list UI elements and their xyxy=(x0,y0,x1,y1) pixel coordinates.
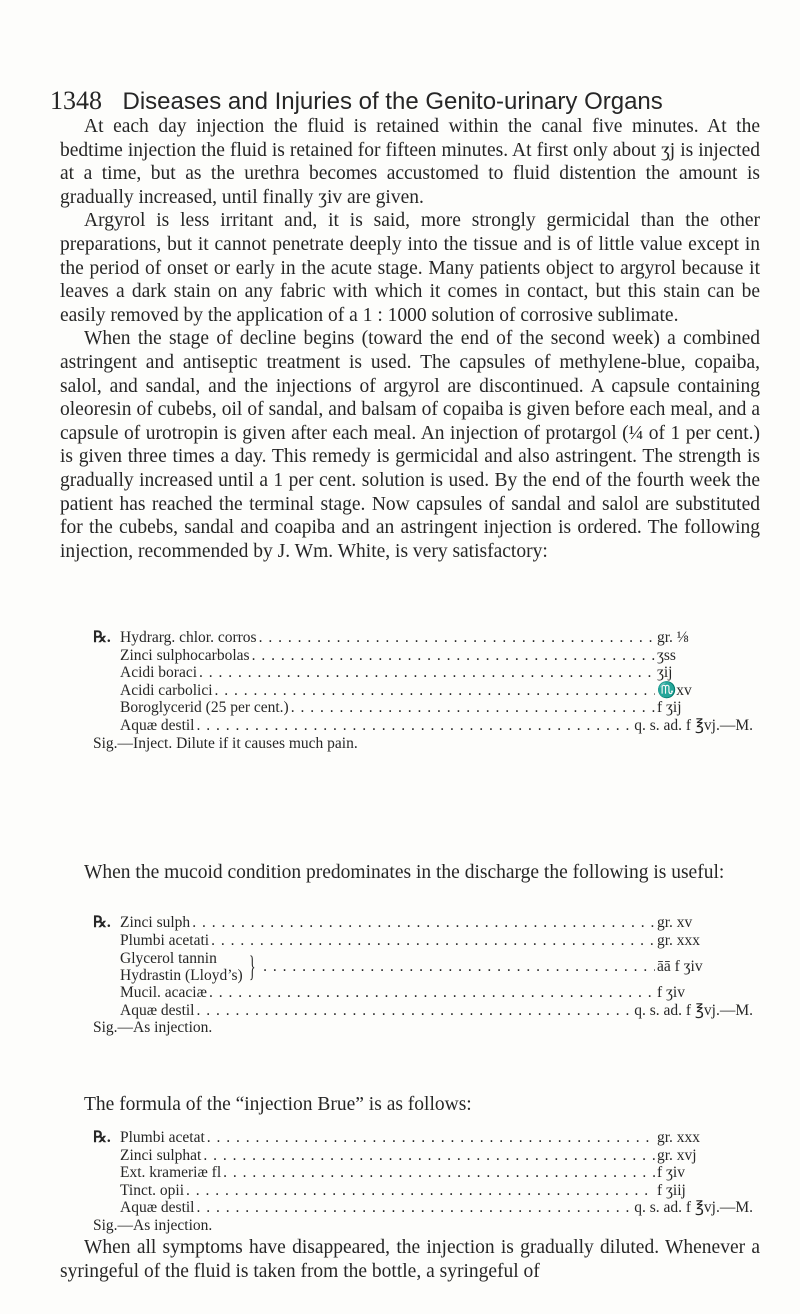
ingredient-name: Mucil. acaciæ xyxy=(120,984,207,1002)
leader-dots xyxy=(186,1182,655,1200)
leader-dots xyxy=(215,682,655,700)
prescription-mucoid-injection xyxy=(93,914,753,1037)
leader-dots xyxy=(197,1199,633,1217)
ingredient-name: Plumbi acetat xyxy=(120,1129,205,1146)
ingredient-quantity: f ʒiv xyxy=(657,1164,685,1182)
ingredient-name: Glycerol tannin xyxy=(120,949,217,967)
recipe-symbol: ℞. xyxy=(93,914,111,931)
ingredient-name: Tinct. opii xyxy=(120,1181,185,1199)
prescription-line xyxy=(93,984,753,1002)
paragraph-injection-timing: At each day injection the fluid is retained within the canal five minutes. At the bedtime injection the fluid is retained for fifteen minutes. At first only about ʒj is injected at a time, but as the urethra becomes accustomed to fluid distention the amount is gradually increased, until finally ʒiv are given. xyxy=(60,116,760,208)
paragraph-injection-brue: The formula of the “injection Brue” is as follows: xyxy=(84,1094,472,1115)
page-number: 1348 xyxy=(50,86,102,115)
ingredient-quantity: f ʒiv xyxy=(657,984,685,1002)
prescription-brue-injection xyxy=(93,1129,753,1235)
paragraph-argyrol: Argyrol is less irritant and, it is said, more strongly germicidal than the other preparations, but it cannot penetrate deeply into the tissue and is of little value except in the period of onset or early in the acute stage. Many patients object to argyrol because it leaves a dark stain on any fabric with which it comes in contact, but this stain can be easily removed by the application of a 1 : 1000 solution of corrosive sublimate. xyxy=(60,210,760,326)
ingredient-quantity: ʒij xyxy=(657,664,673,682)
prescription-line xyxy=(93,1147,753,1165)
leader-dots xyxy=(259,629,655,647)
prescription-line xyxy=(93,647,753,665)
leader-dots xyxy=(197,717,633,735)
ingredient-name: Aquæ destil xyxy=(120,1199,195,1217)
ingredient-quantity: ♏xv xyxy=(657,681,692,699)
prescription-line xyxy=(93,1199,753,1217)
ingredient-quantity: gr. xxx xyxy=(657,931,701,949)
ingredient-quantity: q. s. ad. f ℥vj.—M. xyxy=(634,716,753,734)
ingredient-name: Zinci sulphat xyxy=(120,1146,202,1164)
leader-dots xyxy=(199,664,655,682)
prescription-grouped-lines xyxy=(93,949,753,984)
leader-dots xyxy=(209,984,655,1002)
ingredient-name: Acidi boraci xyxy=(120,664,198,682)
prescription-signature: Sig.—As injection. xyxy=(93,1019,213,1037)
ingredient-name: Boroglycerid (25 per cent.) xyxy=(120,699,289,717)
recipe-symbol: ℞. xyxy=(93,629,111,646)
ingredient-quantity: ʒss xyxy=(657,646,676,664)
prescription-line xyxy=(93,932,753,950)
leader-dots xyxy=(223,1164,655,1182)
prescription-line xyxy=(93,1002,753,1020)
text-block-opening xyxy=(60,115,760,563)
running-title: Diseases and Injuries of the Genito-urinary Organs xyxy=(122,88,663,115)
ingredient-name: Plumbi acetati xyxy=(120,931,210,949)
ingredient-quantity: q. s. ad. f ℥vj.—M. xyxy=(634,1199,753,1217)
running-head xyxy=(50,86,790,117)
prescription-line xyxy=(93,682,753,700)
ingredient-quantity: f ʒiij xyxy=(657,1181,686,1199)
ingredient-name: Acidi carbolici xyxy=(120,681,213,699)
ingredient-name: Aquæ destil xyxy=(120,716,195,734)
prescription-signature: Sig.—Inject. Dilute if it causes much pain. xyxy=(93,734,358,752)
prescription-line xyxy=(93,914,753,932)
leader-dots xyxy=(291,699,655,717)
prescription-line xyxy=(93,1129,753,1147)
brace-mark: } xyxy=(248,949,256,983)
ingredient-name: Aquæ destil xyxy=(120,1001,195,1019)
text-block-closing xyxy=(60,1236,760,1283)
recipe-symbol: ℞. xyxy=(93,1129,111,1146)
prescription-signature: Sig.—As injection. xyxy=(93,1216,213,1234)
paragraph-dilution: When all symptoms have disappeared, the injection is gradually diluted. Whenever a syringeful of the fluid is taken from the bottle, a syringeful of xyxy=(60,1237,760,1282)
leader-dots xyxy=(192,914,655,932)
prescription-line xyxy=(93,717,753,735)
text-block-mucoid xyxy=(60,861,760,885)
grouped-ingredient-names xyxy=(120,950,243,984)
ingredient-name: Hydrarg. chlor. corros xyxy=(120,629,257,646)
ingredient-quantity: gr. xxx xyxy=(657,1129,701,1146)
ingredient-quantity: q. s. ad. f ℥vj.—M. xyxy=(634,1001,753,1019)
prescription-white-injection xyxy=(93,629,753,752)
prescription-line xyxy=(93,1164,753,1182)
paragraph-mucoid-condition: When the mucoid condition predominates in the discharge the following is useful: xyxy=(84,862,725,883)
leader-dots xyxy=(203,1147,655,1165)
ingredient-quantity: gr. xvj xyxy=(657,1146,697,1164)
leader-dots xyxy=(211,932,655,950)
ingredient-name: Hydrastin (Lloyd’s) xyxy=(120,966,243,984)
paragraph-stage-of-decline: When the stage of decline begins (toward the end of the second week) a combined astringent and antiseptic treatment is used. The capsules of methylene-blue, copaiba, salol, and sandal, and the injections of argyrol are discontinued. A capsule containing oleoresin of cubebs, oil of sandal, and balsam of copaiba is given before each meal, and a capsule of urotropin is given after each meal. An injection of protargol (¼ of 1 per cent.) is given three times a day. This remedy is germicidal and also astringent. The strength is gradually increased until a 1 per cent. solution is used. By the end of the fourth week the patient has reached the terminal stage. Now capsules of sandal and salol are substituted for the cubebs, sandal and coapiba and an astringent injection is ordered. The following injection, recommended by J. Wm. White, is very satisfactory: xyxy=(60,328,760,562)
ingredient-name: Ext. krameriæ fl xyxy=(120,1164,222,1182)
leader-dots xyxy=(252,647,655,665)
prescription-line xyxy=(93,1182,753,1200)
prescription-line xyxy=(93,664,753,682)
text-block-brue xyxy=(60,1093,760,1117)
ingredient-quantity: gr. xv xyxy=(657,914,693,931)
prescription-line xyxy=(93,699,753,717)
ingredient-name: Zinci sulphocarbolas xyxy=(120,646,250,664)
ingredient-name: Zinci sulph xyxy=(120,914,191,931)
leader-dots xyxy=(207,1129,655,1147)
ingredient-quantity: gr. ⅛ xyxy=(657,629,689,646)
leader-dots xyxy=(197,1002,633,1020)
ingredient-quantity: f ʒij xyxy=(657,699,682,717)
leader-dots xyxy=(263,958,655,976)
prescription-line xyxy=(93,629,753,647)
ingredient-quantity: āā f ʒiv xyxy=(657,957,703,975)
